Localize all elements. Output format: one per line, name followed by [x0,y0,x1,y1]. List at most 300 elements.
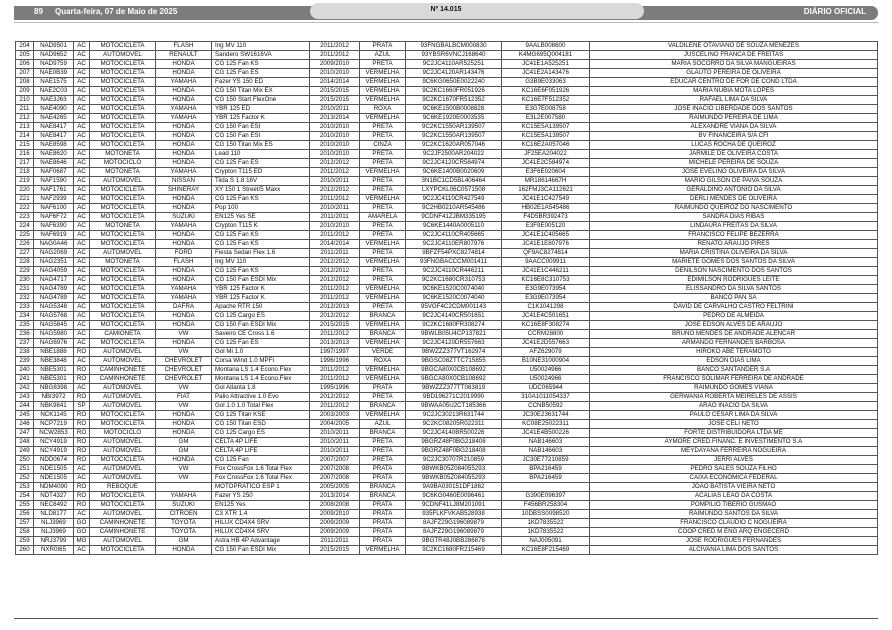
table-row [16,384,878,393]
cell-chassis: 9C2KC1680CR310753 [406,276,502,285]
cell-model: CELTA 4P LIFE [212,438,310,447]
cell-owner-name: RENATO ARAUJO PIRES [590,240,878,249]
cell-plate: NCY4919 [34,447,74,456]
cell-brand: FORD [156,249,212,258]
cell-owner-name: PAULO CESAR LIMA DA SILVA [590,411,878,420]
cell-plate: NAG4789 [34,285,74,294]
cell-vehicle-type: MOTOCICLETA [90,87,156,96]
cell-chassis: 9C2JC4140CR501651 [406,312,502,321]
cell-row-index: 255 [16,501,34,510]
table-row [16,339,878,348]
cell-state: RO [74,447,90,456]
cell-plate: NAG5980 [34,330,74,339]
cell-owner-name: SANDRA DIAS RIBAS [590,213,878,222]
cell-state: AC [74,249,90,258]
table-row [16,42,878,51]
cell-plate: NBE5301 [34,366,74,375]
cell-engine: AFZ629079 [502,348,590,357]
cell-chassis: 9C2JC30707R210859 [406,456,502,465]
cell-color: VERMELHA [360,321,406,330]
cell-chassis: 9C6KE1440A0005110 [406,222,502,231]
cell-chassis: 9C2KC08205R022311 [406,420,502,429]
cell-row-index: 259 [16,537,34,546]
cell-owner-name: JOSE EDSON ALVES DE ARAUJO [590,321,878,330]
table-row [16,537,878,546]
cell-engine: QF9AC8274814 [502,249,590,258]
cell-year: 2007/2008 [310,474,360,483]
cell-chassis: 9C2KC1670FR512352 [406,96,502,105]
cell-chassis: 9C2KC1620AR057046 [406,141,502,150]
cell-owner-name: ACALIAS LEAO DA COSTA [590,492,878,501]
cell-model: CG 150 Start FlexOne [212,96,310,105]
cell-brand: GM [156,438,212,447]
cell-vehicle-type: MOTONETA [90,150,156,159]
cell-color: PRETA [360,447,406,456]
cell-model: CG 125 Fan KS [212,60,310,69]
cell-engine: KC08E25022311 [502,420,590,429]
cell-vehicle-type: MOTOCICLO [90,159,156,168]
cell-color: PRETA [360,222,406,231]
cell-engine: KC16E8C310753 [502,276,590,285]
cell-model: CG 150 Fan ESDI Mix [212,276,310,285]
cell-chassis: 9BGCA80X0CB108692 [406,366,502,375]
table-row [16,348,878,357]
cell-plate: NEC8492 [34,501,74,510]
cell-row-index: 210 [16,96,34,105]
cell-year: 2008/2008 [310,501,360,510]
cell-year: 2010/2010 [310,132,360,141]
cell-brand: CHEVROLET [156,375,212,384]
cell-owner-name: EDSON DIAS LIMA [590,357,878,366]
cell-row-index: 253 [16,483,34,492]
cell-color: PRETA [360,456,406,465]
cell-engine: JC41E4C501651 [502,312,590,321]
cell-engine: KC15E5A139507 [502,132,590,141]
cell-year: 2010/2011 [310,204,360,213]
cell-year: 2013/2014 [310,492,360,501]
cell-model: Crypton T115 K [212,222,310,231]
cell-brand: HONDA [156,267,212,276]
cell-year: 2011/2012 [310,168,360,177]
cell-year: 2011/2012 [310,51,360,60]
cell-chassis: 9C2JC4110CR427549 [406,195,502,204]
cell-state: AC [74,42,90,51]
cell-brand: VW [156,384,212,393]
cell-color: VERMELHA [360,114,406,123]
cell-brand: YAMAHA [156,78,212,87]
cell-vehicle-type: CAMINHONETE [90,519,156,528]
cell-color: PRATA [360,474,406,483]
cell-model: Gol 1.0 1.0 Total Flex [212,402,310,411]
cell-vehicle-type: MOTOCICLETA [90,141,156,150]
cell-engine: JC41E2C584974 [502,159,590,168]
cell-row-index: 209 [16,87,34,96]
cell-state: AC [74,132,90,141]
cell-year: 2015/2015 [310,87,360,96]
cell-color: BRANCA [360,429,406,438]
cell-color: VERMELHA [360,366,406,375]
cell-plate: NAD9501 [34,42,74,51]
cell-brand: SHINERAY [156,186,212,195]
cell-state: AC [74,474,90,483]
cell-state: AC [74,78,90,87]
cell-color: PRETA [360,132,406,141]
cell-row-index: 242 [16,384,34,393]
cell-model: HILUX CD4X4 SRV [212,528,310,537]
cell-color: AZUL [360,420,406,429]
cell-vehicle-type: MOTONETA [90,258,156,267]
cell-state: AC [74,303,90,312]
cell-year: 2010/2011 [310,438,360,447]
cell-year: 2009/2009 [310,528,360,537]
cell-engine: KC15E5A139507 [502,123,590,132]
cell-model: Gol Atlanta 1.8 [212,384,310,393]
cell-color: PRETA [360,159,406,168]
cell-chassis: 93FNGBALBCM000830 [406,42,502,51]
cell-brand: HONDA [156,123,212,132]
cell-brand: CHEVROLET [156,357,212,366]
table-row [16,267,878,276]
cell-state: AC [74,213,90,222]
cell-owner-name: GERWANIA ROBERTA MEIRELES DE ASSIS [590,393,878,402]
cell-engine: 1KD7835522 [502,528,590,537]
table-row [16,105,878,114]
cell-year: 2009/2010 [310,60,360,69]
cell-row-index: 223 [16,213,34,222]
cell-plate: NAG4717 [34,276,74,285]
cell-vehicle-type: MOTOCICLETA [90,105,156,114]
table-row [16,51,878,60]
cell-model: Apache RTR 150 [212,303,310,312]
table-row [16,411,878,420]
cell-model: HILUX CD4X4 SRV [212,519,310,528]
table-row [16,330,878,339]
cell-owner-name: ARMANDO FERNANDES BARBOSA [590,339,878,348]
cell-engine: BPA216459 [502,474,590,483]
cell-year: 2011/2012 [310,366,360,375]
cell-engine: KC16E2A057046 [502,141,590,150]
cell-color: PRATA [360,384,406,393]
cell-year: 2015/2015 [310,96,360,105]
cell-owner-name: FORTE DISTRIBUIDORA LTDA ME [590,429,878,438]
cell-chassis: 9C2KC1550AR139507 [406,123,502,132]
cell-chassis: 9CDNF41ZJBM335195 [406,213,502,222]
table-row [16,204,878,213]
cell-brand: YAMAHA [156,168,212,177]
cell-brand: HONDA [156,276,212,285]
cell-engine: JC41E1C427549 [502,195,590,204]
cell-brand: HONDA [156,87,212,96]
cell-model: Corsa Wind 1.0 MPFI [212,357,310,366]
table-row [16,213,878,222]
cell-color: VERMELHA [360,240,406,249]
cell-vehicle-type: AUTOMÓVEL [90,177,156,186]
cell-model: Fazer YS 250 [212,492,310,501]
cell-row-index: 226 [16,240,34,249]
cell-engine: 9AALB008600 [502,42,590,51]
publication-title: DIÁRIO OFICIAL [803,7,866,16]
cell-model: CG 125 Cargo ES [212,312,310,321]
cell-year: 2010/2010 [310,222,360,231]
cell-brand: HONDA [156,546,212,555]
cell-state: AC [74,204,90,213]
cell-chassis: 8AJFZ29G196089879 [406,519,502,528]
cell-plate: NXR0I65 [34,546,74,555]
cell-owner-name: AYMORE CRED.FINANC. E INVESTIMENTO S.A [590,438,878,447]
cell-row-index: 218 [16,168,34,177]
table-row [16,177,878,186]
cell-state: AC [74,465,90,474]
cell-state: SP [74,402,90,411]
cell-owner-name: MEYDAYANA FERREIRA NOGUEIRA [590,447,878,456]
table-row [16,240,878,249]
table-row [16,303,878,312]
cell-engine: U50024966 [502,366,590,375]
cell-model: YBR 125 Factor K [212,294,310,303]
cell-brand: HONDA [156,321,212,330]
cell-year: 2007/2008 [310,465,360,474]
cell-vehicle-type: MOTOCICLETA [90,411,156,420]
cell-model: EN125 Yes SE [212,213,310,222]
cell-plate: NDE1505 [34,474,74,483]
cell-plate: NAE1575 [34,78,74,87]
cell-brand: YAMAHA [156,222,212,231]
table-row [16,474,878,483]
cell-brand: HONDA [156,429,212,438]
cell-owner-name: HIROKO ABE TERAMOTO [590,348,878,357]
cell-plate: NLD8177 [34,510,74,519]
cell-state: AC [74,222,90,231]
cell-year: 2011/2012 [310,375,360,384]
cell-plate: NAE8620 [34,150,74,159]
cell-engine: F456BR258304 [502,501,590,510]
cell-vehicle-type: MOTOCICLETA [90,546,156,555]
cell-engine: CCNB50592 [502,402,590,411]
cell-model: Lead 110 [212,150,310,159]
cell-color: PRETA [360,249,406,258]
cell-vehicle-type: MOTOCICLETA [90,294,156,303]
cell-vehicle-type: AUTOMÓVEL [90,438,156,447]
table-row [16,222,878,231]
cell-state: AC [74,384,90,393]
cell-row-index: 244 [16,402,34,411]
cell-vehicle-type: AUTOMÓVEL [90,402,156,411]
cell-row-index: 227 [16,249,34,258]
cell-plate: NAG2351 [34,258,74,267]
table-row [16,150,878,159]
table-row [16,231,878,240]
cell-chassis: 9C6KE1400B0020609 [406,168,502,177]
cell-brand: CHEVROLET [156,366,212,375]
cell-model: CG 125 Fan KS [212,195,310,204]
cell-row-index: 233 [16,303,34,312]
table-row [16,375,878,384]
cell-vehicle-type: MOTONETA [90,222,156,231]
cell-color: VERMELHA [360,87,406,96]
cell-owner-name: MARIO GILSON DE PAIVA SOUZA [590,177,878,186]
cell-brand: FLASH [156,42,212,51]
cell-owner-name: JERRI ALVES [590,456,878,465]
cell-color: VERMELHA [360,258,406,267]
cell-vehicle-type: MOTOCICLETA [90,456,156,465]
cell-plate: NAG4059 [34,267,74,276]
cell-color: PRETA [360,60,406,69]
cell-engine: C1K1041298 [502,303,590,312]
cell-vehicle-type: CAMINHONETE [90,528,156,537]
cell-owner-name: EDIMILSON RODRIGUES LEITE [590,276,878,285]
table-row [16,249,878,258]
cell-year: 2009/2010 [310,510,360,519]
cell-color: VERMELHA [360,78,406,87]
cell-model: Pop 100 [212,204,310,213]
cell-chassis: 9C2JC4120AR143476 [406,69,502,78]
cell-owner-name: ELISSANDRO DA SILVA SANTOS [590,285,878,294]
cell-year: 2014/2014 [310,78,360,87]
cell-owner-name: POMPILIO TIBERIO GUSMAO [590,501,878,510]
table-row [16,438,878,447]
cell-engine: JF25EA204022 [502,150,590,159]
cell-chassis: 9C2JC4110ER807976 [406,240,502,249]
cell-vehicle-type: CAMINHONETE [90,375,156,384]
cell-state: AC [74,339,90,348]
cell-row-index: 251 [16,465,34,474]
cell-engine: KC16E6F051926 [502,87,590,96]
cell-vehicle-type: MOTOCICLETA [90,78,156,87]
cell-brand: TOYOTA [156,528,212,537]
cell-row-index: 238 [16,348,34,357]
cell-color: PRETA [360,150,406,159]
cell-owner-name: ALEXANDRE VIANA DA SILVA [590,123,878,132]
table-row [16,483,878,492]
cell-owner-name: RAFAEL LIMA DA SILVA [590,96,878,105]
cell-model: Montana LS 1.4 Econo.Flex [212,375,310,384]
cell-color: PRETA [360,438,406,447]
cell-row-index: 224 [16,222,34,231]
cell-vehicle-type: MOTOCICLETA [90,96,156,105]
cell-owner-name: MARIETE GOMES DOS SANTOS DA SILVA [590,258,878,267]
cell-model: Saveiro CE Cross 1.6 [212,330,310,339]
cell-brand: HONDA [156,141,212,150]
cell-color: PRATA [360,510,406,519]
cell-year: 2015/2015 [310,546,360,555]
cell-engine: 9AACC009911 [502,258,590,267]
cell-chassis: 93YBSR6VNCJ168640 [406,51,502,60]
cell-plate: NLJ3969 [34,519,74,528]
table-row [16,60,878,69]
cell-engine: G390E096397 [502,492,590,501]
cell-chassis: 9BWKB05Z084055293 [406,465,502,474]
cell-state: RO [74,483,90,492]
cell-chassis: 9C2KC1660FR051926 [406,87,502,96]
cell-row-index: 260 [16,546,34,555]
table-row [16,69,878,78]
cell-row-index: 249 [16,447,34,456]
cell-color: ROXA [360,105,406,114]
cell-row-index: 225 [16,231,34,240]
cell-color: PRATA [360,465,406,474]
cell-state: AC [74,168,90,177]
cell-state: RO [74,375,90,384]
table-row [16,168,878,177]
cell-year: 2011/2012 [310,285,360,294]
cell-engine: E3F6E020604 [502,168,590,177]
table-row [16,357,878,366]
cell-chassis: 9C2JC30213R631744 [406,411,502,420]
cell-model: Palio Attractive 1.0 Evo [212,393,310,402]
cell-vehicle-type: MOTOCICLETA [90,213,156,222]
cell-brand: HONDA [156,204,212,213]
table-row [16,195,878,204]
cell-engine: 10DBSS0098520 [502,510,590,519]
cell-brand: HONDA [156,456,212,465]
cell-state: AC [74,123,90,132]
cell-brand: HONDA [156,69,212,78]
cell-color: PRETA [360,276,406,285]
cell-year: 2011/2012 [310,195,360,204]
cell-year: 2010/2010 [310,69,360,78]
cell-color: VERDE [360,348,406,357]
cell-row-index: 236 [16,330,34,339]
cell-vehicle-type: MOTOCICLETA [90,132,156,141]
cell-state: AC [74,60,90,69]
cell-plate: NAG0A46 [34,240,74,249]
cell-row-index: 258 [16,528,34,537]
cell-owner-name: JOSE EVELINO OLIVEIRA DA SILVA [590,168,878,177]
cell-owner-name: DERLI MENDES DE OLIVEIRA [590,195,878,204]
cell-chassis: 9C2JC4110CR446211 [406,267,502,276]
cell-model: Astra HB 4P Advantage [212,537,310,546]
cell-row-index: 248 [16,438,34,447]
cell-brand: FLASH [156,258,212,267]
cell-year: 2013/2013 [310,339,360,348]
cell-owner-name: JOSE INACIO LIBERDADE DOS SANTOS [590,105,878,114]
cell-vehicle-type: CAMINHONETE [90,366,156,375]
header-rule [14,22,878,23]
cell-brand: GM [156,447,212,456]
cell-vehicle-type: MOTOCICLETA [90,195,156,204]
cell-color: PRETA [360,267,406,276]
cell-chassis: 9C2JC4120CR584974 [406,159,502,168]
cell-brand: HONDA [156,231,212,240]
table-row [16,159,878,168]
cell-plate: NRJ3799 [34,537,74,546]
cell-vehicle-type: CAMIONETA [90,330,156,339]
cell-model: YBR 125 ED [212,105,310,114]
cell-engine: NAB146603 [502,438,590,447]
cell-state: RO [74,420,90,429]
cell-state: AC [74,294,90,303]
cell-chassis: 9BWZZZ377VT162974 [406,348,502,357]
cell-state: AC [74,267,90,276]
cell-engine: 162FMJ3CA112621 [502,186,590,195]
table-row [16,456,878,465]
cell-row-index: 208 [16,78,34,87]
cell-chassis: 9BGTR48J0BB286878 [406,537,502,546]
cell-vehicle-type: MOTOCICLETA [90,267,156,276]
cell-model: CG 150 Fan ESI [212,132,310,141]
cell-year: 2011/2012 [310,330,360,339]
table-row [16,87,878,96]
cell-vehicle-type: AUTOMÓVEL [90,51,156,60]
cell-engine: JC41E1A525251 [502,60,590,69]
cell-owner-name: JOSE RODRIGUES FERNANDES [590,537,878,546]
cell-owner-name: MARIA CRISTINA OLIVEIRA DA SILVA [590,249,878,258]
cell-year: 2014/2014 [310,240,360,249]
cell-model: EN125 Yes [212,501,310,510]
cell-year: 2012/2012 [310,276,360,285]
cell-engine: F4D5BR392473 [502,213,590,222]
cell-plate: NAF1761 [34,186,74,195]
